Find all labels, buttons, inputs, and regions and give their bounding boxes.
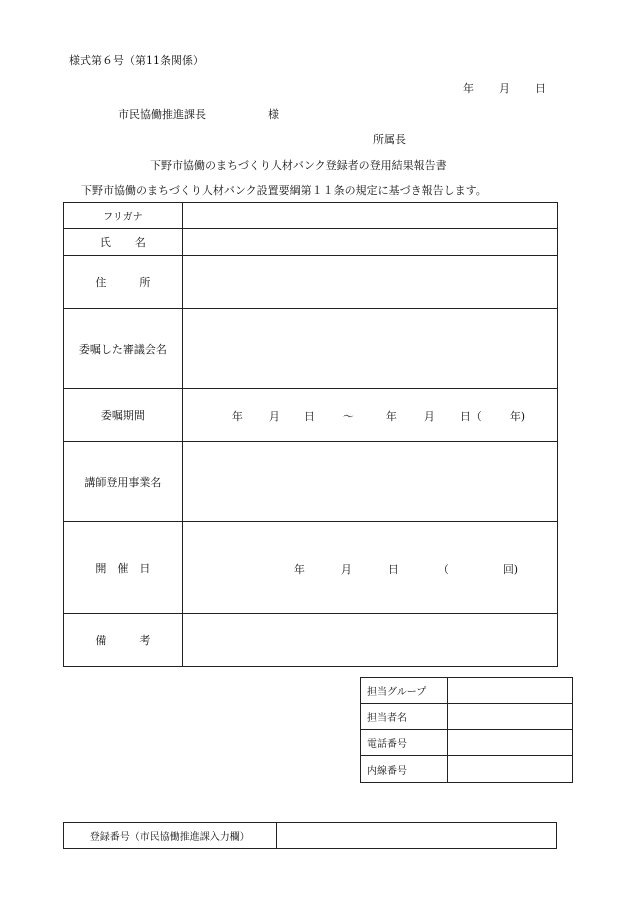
intro-text: 下野市協働のまちづくり人材バンク設置要綱第１１条の規定に基づき報告します。 <box>81 184 487 197</box>
row-period <box>64 389 558 442</box>
held-label-2: 催 <box>117 561 129 575</box>
remarks-label <box>64 614 183 667</box>
remarks-label-1: 備 <box>95 634 107 647</box>
held-times: 回) <box>502 563 519 576</box>
furigana-value[interactable] <box>182 203 557 229</box>
report-title: 下野市協働のまちづくり人材バンク登録者の登用結果報告書 <box>150 159 447 172</box>
lecturer-label: 講師登用事業名 <box>64 442 183 522</box>
held-label <box>64 522 183 614</box>
held-value[interactable] <box>182 522 557 614</box>
row-lecturer <box>64 442 558 522</box>
held-day: 日 <box>387 563 399 576</box>
held-label-1: 開 <box>95 561 107 575</box>
period-day1: 日 <box>303 410 315 423</box>
staff-value-phone[interactable] <box>447 730 572 756</box>
lecturer-value[interactable] <box>182 442 557 522</box>
row-council <box>64 309 558 389</box>
address-label-2: 所 <box>139 276 151 289</box>
staff-value-extension[interactable] <box>447 756 572 783</box>
name-label <box>64 229 183 256</box>
staff-value-person[interactable] <box>447 704 572 730</box>
period-month2: 月 <box>423 410 435 423</box>
staff-label-extension: 内線番号 <box>361 756 448 783</box>
period-year1: 年 <box>231 410 243 423</box>
staff-row <box>361 756 573 783</box>
date-day: 日 <box>535 82 546 95</box>
period-years: 年) <box>509 410 526 423</box>
remarks-value[interactable] <box>182 614 557 667</box>
period-month1: 月 <box>268 410 280 423</box>
period-year2: 年 <box>385 410 397 423</box>
council-value[interactable] <box>182 309 557 389</box>
sender: 所属長 <box>373 133 406 146</box>
period-label: 委嘱期間 <box>64 389 183 442</box>
staff-value-group[interactable] <box>447 678 572 704</box>
period-tilde: ～ <box>342 410 354 423</box>
held-month: 月 <box>340 563 352 576</box>
address-value[interactable] <box>182 256 557 309</box>
name-label-1: 氏 <box>99 236 111 249</box>
address-label-1: 住 <box>95 276 107 289</box>
furigana-label: フリガナ <box>64 203 183 229</box>
main-table <box>63 202 558 667</box>
staff-row <box>361 704 573 730</box>
staff-label-phone: 電話番号 <box>361 730 448 756</box>
registration-label: 登録番号（市民協働推進課入力欄） <box>64 823 277 849</box>
row-held-date <box>64 522 558 614</box>
period-value[interactable] <box>182 389 557 442</box>
name-value[interactable] <box>182 229 557 256</box>
name-label-2: 名 <box>134 236 146 249</box>
row-name <box>64 229 558 256</box>
staff-table <box>360 677 573 783</box>
registration-row <box>64 823 557 849</box>
form-number: 様式第６号（第11条関係） <box>69 54 204 67</box>
remarks-label-2: 考 <box>139 634 151 647</box>
held-paren: （ <box>437 563 449 576</box>
row-address <box>64 256 558 309</box>
staff-row <box>361 678 573 704</box>
council-label: 委嘱した審議会名 <box>64 309 183 389</box>
staff-label-group: 担当グループ <box>361 678 448 704</box>
registration-value[interactable] <box>276 823 556 849</box>
row-remarks <box>64 614 558 667</box>
addressee-honorific: 様 <box>268 108 279 121</box>
date-year: 年 <box>463 82 474 95</box>
registration-table <box>63 822 557 849</box>
staff-row <box>361 730 573 756</box>
staff-label-person: 担当者名 <box>361 704 448 730</box>
held-year: 年 <box>293 563 305 576</box>
row-furigana <box>64 203 558 229</box>
held-label-3: 日 <box>139 561 151 575</box>
addressee-name: 市民協働推進課長 <box>118 108 206 121</box>
address-label <box>64 256 183 309</box>
date-month: 月 <box>499 82 510 95</box>
period-day2: 日（ <box>459 410 482 423</box>
